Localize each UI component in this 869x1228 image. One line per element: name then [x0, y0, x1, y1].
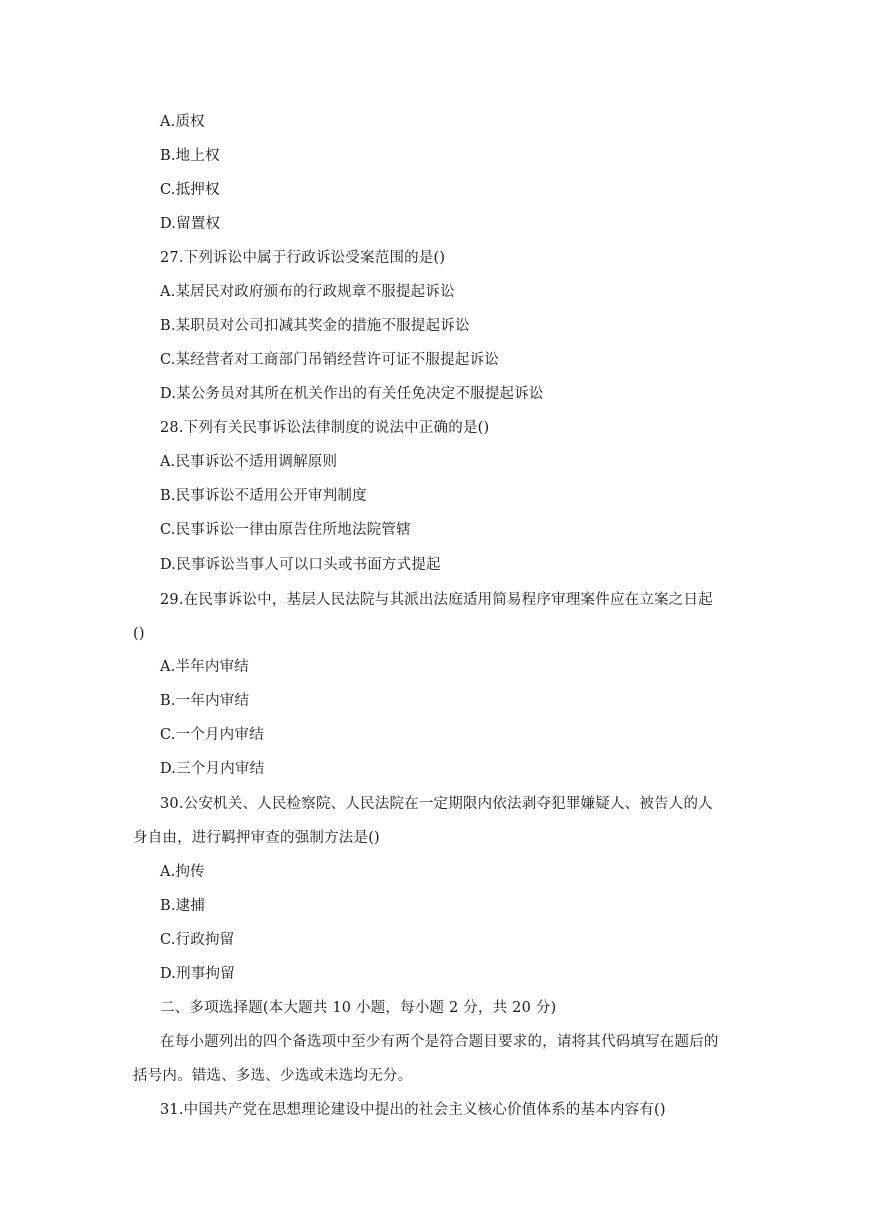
option-d-q30: D.刑事拘留: [160, 966, 235, 982]
option-c-q30: C.行政拘留: [160, 932, 235, 948]
option-d-q26: D.留置权: [160, 216, 221, 232]
question-28: 28.下列有关民事诉讼法律制度的说法中正确的是(): [160, 420, 490, 436]
option-a-q27: A.某居民对政府颁布的行政规章不服提起诉讼: [160, 284, 455, 300]
option-c-q29: C.一个月内审结: [160, 727, 264, 743]
option-a-q26: A.质权: [160, 114, 205, 130]
option-b-q29: B.一年内审结: [160, 693, 250, 709]
option-a-q28: A.民事诉讼不适用调解原则: [160, 454, 338, 470]
question-31: 31.中国共产党在思想理论建设中提出的社会主义核心价值体系的基本内容有(): [160, 1102, 666, 1118]
section-instructions-continuation: 括号内。错选、多选、少选或未选均无分。: [133, 1068, 413, 1084]
question-29: 29.在民事诉讼中，基层人民法院与其派出法庭适用简易程序审理案件应在立案之日起: [160, 592, 713, 608]
option-d-q28: D.民事诉讼当事人可以口头或书面方式提起: [160, 557, 441, 573]
section-heading-multiple-choice: 二、多项选择题(本大题共 10 小题，每小题 2 分，共 20 分): [160, 1000, 557, 1016]
option-c-q27: C.某经营者对工商部门吊销经营许可证不服提起诉讼: [160, 352, 499, 368]
option-b-q28: B.民事诉讼不适用公开审判制度: [160, 488, 367, 504]
option-b-q27: B.某职员对公司扣减其奖金的措施不服提起诉讼: [160, 318, 470, 334]
option-b-q30: B.逮捕: [160, 898, 206, 914]
question-30: 30.公安机关、人民检察院、人民法院在一定期限内依法剥夺犯罪嫌疑人、被告人的人: [160, 796, 713, 812]
question-29-continuation: (): [133, 626, 145, 642]
question-27: 27.下列诉讼中属于行政诉讼受案范围的是(): [160, 250, 446, 266]
option-d-q29: D.三个月内审结: [160, 761, 265, 777]
option-d-q27: D.某公务员对其所在机关作出的有关任免决定不服提起诉讼: [160, 386, 544, 402]
question-30-continuation: 身自由，进行羁押审查的强制方法是(): [133, 830, 380, 846]
option-b-q26: B.地上权: [160, 148, 220, 164]
option-a-q30: A.拘传: [160, 864, 205, 880]
option-c-q28: C.民事诉讼一律由原告住所地法院管辖: [160, 522, 411, 538]
option-c-q26: C.抵押权: [160, 182, 220, 198]
section-instructions: 在每小题列出的四个备选项中至少有两个是符合题目要求的，请将其代码填写在题后的: [160, 1034, 719, 1050]
option-a-q29: A.半年内审结: [160, 659, 249, 675]
